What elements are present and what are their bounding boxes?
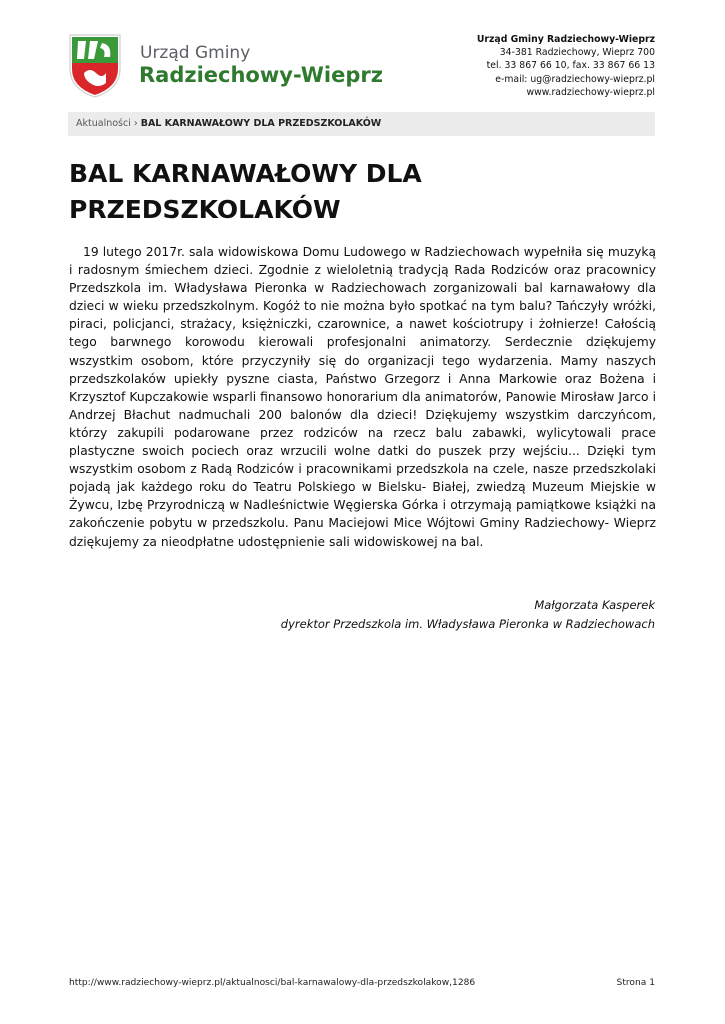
article-body: 19 lutego 2017r. sala widowiskowa Domu Ludowego w Radziechowach wypełniła się muzyką i radosnym śmiechem dzieci. Zgodnie z wieloletnią tradycją Rada Rodziców oraz pracownicy Przedszkola im. Władysława Pieronka w Radziechowach zorganizowali bal karnawałowy dla dzieci w wieku przedszkolnym. Kogóż to nie można było spotkać na tym balu? Tańczyły wróżki, piraci, policjanci, strażacy, księżniczki, czarownice, a nawet kościotrupy i żołnierze! Całością tego barwnego korowodu kierowali profesjonalni animatorzy. Serdecznie dziękujemy wszystkim osobom, które przyczyniły się do organizacji tego wydarzenia. Mamy naszych przedszkolaków upiekły pyszne ciasta, Państwo Grzegorz i Anna Markowie oraz Bożena i Krzysztof Kupczakowie wsparli finansowo honorarium dla animatorów, Panowie Mirosław Jarco i Andrzej Błachut nadmuchali 200 balonów dla dzieci! Dziękujemy wszystkim darczyńcom, którzy zakupili podarowane przez rodziców na rzecz balu zabawki, wylicytowali prace plastyczne swoich pociech oraz wrzucili wolne datki do puszek przy wejściu... Dzięki tym wszystkim osobom z Radą Rodziców i pracownikami przedszkola na czele, nasze przedszkolaki pojadą jak każdego roku do Teatru Polskiego w Bielsku- Białej, zwiedzą Muzeum Miejskie w Żywcu, Izbę Przyrodniczą w Nadleśnictwie Węgierska Górka i otrzymają pamiątkowe książki na zakończenie pobytu w przedszkolu. Panu Maciejowi Mice Wójtowi Gminy Radziechowy- Wieprz dziękujemy za nieodpłatne udostępnienie sali widowiskowej na bal. [69,245,656,549]
article-title: BAL KARNAWAŁOWY DLA PRZEDSZKOLAKÓW [69,159,422,224]
breadcrumb-separator: › [130,118,141,129]
page-number: Strona 1 [616,978,655,988]
signature-role: dyrektor Przedszkola im. Władysława Pieronka w Radziechowach [280,616,655,631]
contact-phone: tel. 33 867 66 10, fax. 33 867 66 13 [486,60,655,72]
contact-website[interactable]: www.radziechowy-wieprz.pl [526,86,655,98]
municipality-logo [68,33,398,101]
logo-subtitle: Urząd Gminy [140,43,251,63]
coat-of-arms-icon [68,33,122,99]
contact-address: 34-381 Radziechowy, Wieprz 700 [499,47,655,59]
signature-block [281,596,655,633]
contact-block [477,33,655,99]
signature-name: Małgorzata Kasperek [534,598,655,612]
footer-url[interactable]: http://www.radziechowy-wieprz.pl/aktualnosci/bal-karnawalowy-dla-przedszkolakow,1286 [69,978,476,988]
logo-title: Radziechowy-Wieprz [139,63,383,87]
contact-org: Urząd Gminy Radziechowy-Wieprz [476,34,655,45]
breadcrumb-current: BAL KARNAWAŁOWY DLA PRZEDSZKOLAKÓW [140,118,382,129]
breadcrumb-parent-link[interactable]: Aktualności [76,118,131,129]
breadcrumb [68,112,655,136]
contact-email[interactable]: e-mail: ug@radziechowy-wieprz.pl [495,73,655,85]
